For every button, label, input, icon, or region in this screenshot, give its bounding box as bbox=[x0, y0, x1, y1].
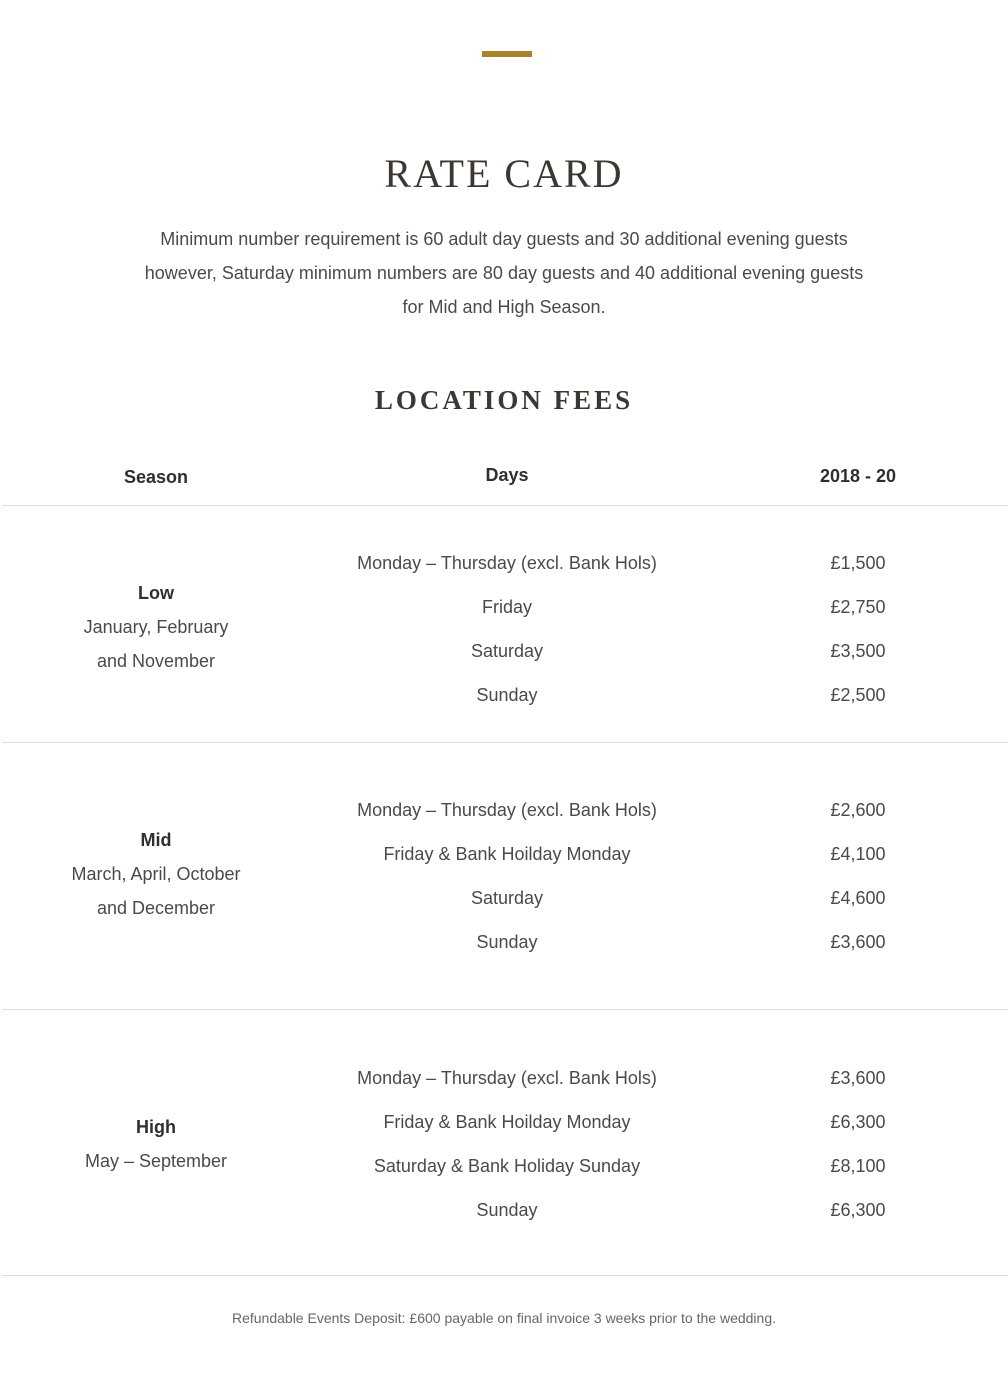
table-row bbox=[0, 876, 1008, 920]
row-day: Sunday bbox=[476, 1200, 538, 1220]
header-days: Days bbox=[485, 465, 529, 485]
season-months: May – September bbox=[84, 1151, 228, 1171]
season-name: Mid bbox=[140, 830, 172, 850]
row-price: £8,100 bbox=[830, 1156, 886, 1176]
table-row bbox=[0, 1144, 1008, 1188]
row-price: £3,500 bbox=[830, 641, 886, 661]
intro-line: for Mid and High Season. bbox=[402, 297, 606, 317]
row-day: Friday & Bank Hoilday Monday bbox=[383, 844, 631, 864]
season-months: January, February bbox=[83, 617, 229, 637]
season-months: and December bbox=[96, 898, 216, 918]
table-row bbox=[0, 1100, 1008, 1144]
season-name: Low bbox=[138, 583, 174, 603]
table-divider bbox=[2, 505, 1008, 506]
table-divider bbox=[2, 742, 1008, 743]
table-row bbox=[0, 1056, 1008, 1100]
row-price: £3,600 bbox=[830, 932, 886, 952]
row-price: £6,300 bbox=[830, 1200, 886, 1220]
row-day: Monday – Thursday (excl. Bank Hols) bbox=[357, 800, 657, 820]
intro-line: however, Saturday minimum numbers are 80 day guests and 40 additional evening guests bbox=[144, 263, 864, 283]
table-row bbox=[0, 541, 1008, 585]
header-price: 2018 - 20 bbox=[819, 466, 897, 486]
section-title: LOCATION FEES bbox=[374, 385, 634, 415]
table-row bbox=[0, 788, 1008, 832]
table-row bbox=[0, 1188, 1008, 1232]
row-price: £2,750 bbox=[830, 597, 886, 617]
header-season: Season bbox=[123, 467, 189, 487]
season-months: March, April, October bbox=[71, 864, 241, 884]
row-price: £2,600 bbox=[830, 800, 886, 820]
table-row bbox=[0, 629, 1008, 673]
row-price: £3,600 bbox=[830, 1068, 886, 1088]
table-divider bbox=[2, 1009, 1008, 1010]
intro-line: Minimum number requirement is 60 adult day guests and 30 additional evening guests bbox=[160, 229, 848, 249]
table-divider bbox=[2, 1275, 1008, 1276]
row-price: £4,100 bbox=[830, 844, 886, 864]
row-price: £2,500 bbox=[830, 685, 886, 705]
intro-text bbox=[104, 222, 904, 324]
row-day: Monday – Thursday (excl. Bank Hols) bbox=[357, 553, 657, 573]
season-name: High bbox=[136, 1117, 176, 1137]
row-price: £4,600 bbox=[830, 888, 886, 908]
season-months: and November bbox=[96, 651, 216, 671]
table-row bbox=[0, 673, 1008, 717]
row-day: Friday bbox=[481, 597, 532, 617]
row-day: Saturday bbox=[470, 888, 544, 908]
row-day: Saturday & Bank Holiday Sunday bbox=[373, 1156, 641, 1176]
row-day: Friday & Bank Hoilday Monday bbox=[383, 1112, 631, 1132]
accent-bar bbox=[482, 51, 532, 57]
deposit-note: Refundable Events Deposit: £600 payable on final invoice 3 weeks prior to the wedding. bbox=[231, 1310, 776, 1326]
table-row bbox=[0, 585, 1008, 629]
table-row bbox=[0, 920, 1008, 964]
table-row bbox=[0, 832, 1008, 876]
row-day: Monday – Thursday (excl. Bank Hols) bbox=[357, 1068, 657, 1088]
row-day: Sunday bbox=[476, 685, 538, 705]
row-price: £1,500 bbox=[830, 553, 886, 573]
page-title: RATE CARD bbox=[384, 151, 624, 196]
row-price: £6,300 bbox=[830, 1112, 886, 1132]
row-day: Sunday bbox=[476, 932, 538, 952]
row-day: Saturday bbox=[470, 641, 544, 661]
